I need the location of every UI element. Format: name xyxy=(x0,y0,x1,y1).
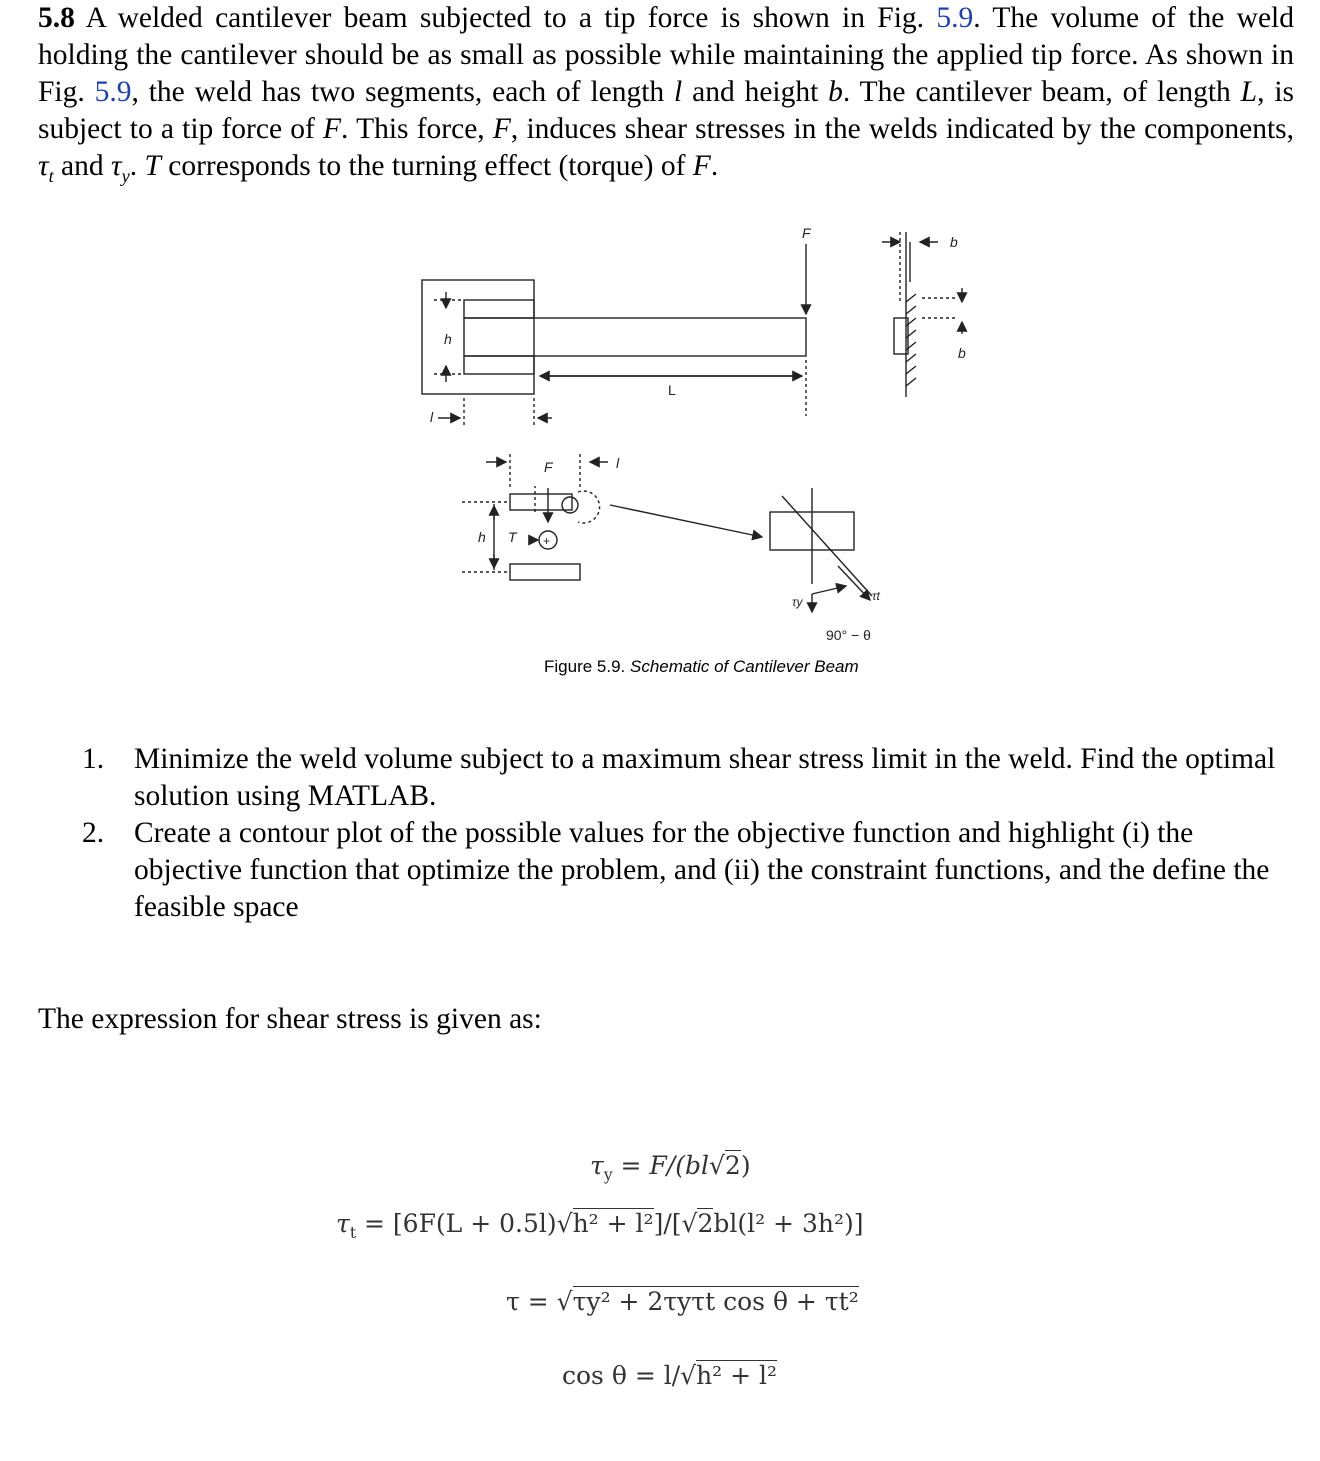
label-F: F xyxy=(544,459,553,475)
weld-bottom xyxy=(464,356,534,374)
task-number: 2. xyxy=(82,817,105,849)
expression-intro: The expression for shear stress is given as: xyxy=(38,1003,542,1035)
tau-t-arrow xyxy=(838,566,870,600)
problem-text: corresponds to the turning effect (torque) of xyxy=(160,150,693,182)
var-F: F xyxy=(492,113,511,145)
problem-text: . The cantilever beam, of length xyxy=(842,76,1241,108)
caption-prefix: Figure 5.9. xyxy=(544,657,630,676)
wall-plate xyxy=(422,280,534,394)
problem-text: , is subject to a tip force of xyxy=(38,76,1294,145)
var-F: F xyxy=(692,150,711,182)
label-tau-y: τy xyxy=(792,595,803,609)
label-L: L xyxy=(668,382,676,398)
problem-text: , induces shear stresses in the welds indicated by the components, xyxy=(510,113,1294,145)
problem-text: . xyxy=(710,150,719,182)
problem-text: . The volume of the weld holding the cantilever should be as small as possible while maintaining the applied tip force. As shown in Fig. xyxy=(38,2,1294,108)
label-T: T xyxy=(508,529,517,545)
problem-number: 5.8 xyxy=(38,2,75,34)
problem-text: and height xyxy=(682,76,829,108)
problem-text: , the weld has two segments, each of length xyxy=(131,76,675,108)
task-item xyxy=(82,741,1302,815)
label-l: l xyxy=(430,409,434,425)
problem-statement xyxy=(38,0,1294,195)
label-l: l xyxy=(616,455,620,471)
equation-tau-y: $\tau_y = F/(bl√2)$ xyxy=(590,1151,751,1184)
cantilever-schematic xyxy=(410,222,966,652)
equation-tau-t: $\tau_t = [6F(L + 0.5l)√h^2 + l^2]/[√2bl(l^2 + 3h^2)]$ xyxy=(336,1209,864,1242)
beam xyxy=(464,318,806,356)
figure-link[interactable]: 5.9 xyxy=(94,76,132,108)
figure-link[interactable]: 5.9 xyxy=(936,2,974,34)
var-F: F xyxy=(323,113,342,145)
problem-text: . xyxy=(129,150,145,182)
cantilever-figure xyxy=(410,222,966,652)
problem-text: . This force, xyxy=(341,113,493,145)
tau-t: $\tau_t$ xyxy=(38,150,54,186)
label-b: b xyxy=(950,234,958,250)
label-F: F xyxy=(802,225,811,241)
problem-text: A welded cantilever beam subjected to a tip force is shown in Fig. xyxy=(74,2,937,34)
weld-top xyxy=(464,300,534,318)
label-tau-t: τt xyxy=(872,589,880,603)
diagonal-axis xyxy=(782,496,872,596)
caption-title: Schematic of Cantilever Beam xyxy=(630,657,859,676)
task-text: Create a contour plot of the possible values for the objective function and highlight (i) the objective function that optimize the problem, and (ii) the constraint functions, and the define the feasible space xyxy=(134,817,1270,923)
figure-caption xyxy=(544,657,859,677)
weld-detail-bottom xyxy=(510,564,580,580)
task-item xyxy=(82,815,1302,926)
tau-y: $\tau_y$ xyxy=(111,150,130,186)
label-angle: 90° − θ xyxy=(826,627,871,643)
task-number: 1. xyxy=(82,743,105,775)
label-b: b xyxy=(958,345,966,361)
detail-arrow xyxy=(610,505,762,537)
equation-tau: τ = √τy² + 2τyτt cos θ + τt² xyxy=(506,1287,859,1316)
var-L: L xyxy=(1240,76,1258,108)
var-b: b xyxy=(828,76,843,108)
label-h: h xyxy=(478,529,486,545)
label-plus: + xyxy=(543,534,551,548)
task-list xyxy=(82,741,1302,926)
var-T: T xyxy=(144,150,161,182)
problem-text: and xyxy=(53,150,111,182)
equation-cos-theta: cos θ = l/√h² + l² xyxy=(562,1361,778,1390)
var-l: l xyxy=(674,76,683,108)
label-h: h xyxy=(444,331,452,347)
task-text: Minimize the weld volume subject to a maximum shear stress limit in the weld. Find the optimal solution using MATLAB. xyxy=(134,743,1276,812)
